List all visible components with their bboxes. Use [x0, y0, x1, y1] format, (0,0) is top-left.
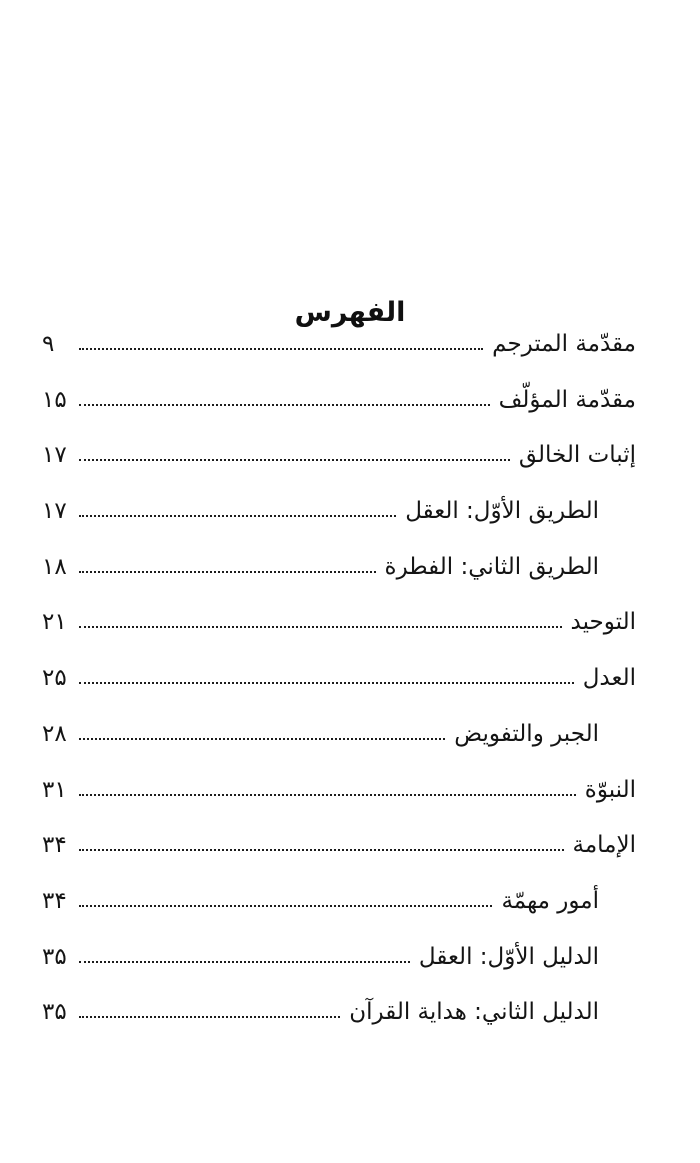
dotted-leader: [79, 459, 510, 461]
toc-entry-label: الطريق الأوّل: العقل: [405, 498, 599, 525]
dotted-leader: [79, 1016, 340, 1018]
dotted-leader: [79, 849, 564, 851]
toc-entry-page-number: ۳۴: [42, 832, 67, 859]
toc-entry-label: أمور مهمّة: [501, 887, 599, 914]
toc-entry-page-number: ۳۵: [42, 999, 67, 1026]
toc-entry-page-number: ۳۱: [42, 776, 67, 803]
toc-entry-label: التوحيد: [570, 609, 636, 636]
toc-entry: [42, 373, 636, 429]
toc-entry-label: مقدّمة المترجم: [492, 331, 636, 357]
toc-entry-page-number: ۳۵: [42, 943, 67, 970]
toc-entry-label: مقدّمة المؤلّف: [498, 386, 636, 413]
toc-entry-label: الدليل الأوّل: العقل: [418, 943, 599, 970]
toc-entry-page-number: ۱۷: [42, 442, 67, 469]
toc-entry-page-number: ۱۷: [42, 498, 67, 525]
dotted-leader: [79, 905, 492, 907]
toc-entry-label: الجبر والتفويض: [454, 720, 599, 747]
toc-entry-label: الطريق الثاني: الفطرة: [384, 553, 599, 580]
toc-entry-page-number: ۲۱: [42, 609, 67, 636]
toc-entry-page-number: ۱۸: [42, 553, 67, 580]
toc-entry: [42, 763, 636, 819]
toc-entry: [42, 317, 636, 373]
dotted-leader: [79, 626, 562, 628]
toc-entry: [42, 540, 636, 596]
toc-entry: [42, 818, 636, 874]
toc-entry-page-number: ۱۵: [42, 386, 67, 413]
toc-entry-page-number: ۹: [42, 331, 55, 357]
dotted-leader: [79, 738, 445, 740]
toc-title: الفهرس: [294, 297, 406, 329]
toc-entry-label: الدليل الثاني: هداية القرآن: [349, 999, 599, 1026]
dotted-leader: [79, 571, 376, 573]
dotted-leader: [79, 794, 576, 796]
toc-entry-page-number: ۲۸: [42, 720, 67, 747]
toc-entry: [42, 985, 636, 1041]
dotted-leader: [79, 682, 574, 684]
toc-entry-label: العدل: [582, 665, 636, 692]
toc-list: [42, 317, 636, 1041]
toc-entry-label: النبوّة: [584, 776, 636, 803]
toc-entry: [42, 428, 636, 484]
toc-entry: [42, 707, 636, 763]
toc-entry: [42, 651, 636, 707]
dotted-leader: [79, 348, 483, 350]
toc-entry-label: إثبات الخالق: [518, 442, 636, 469]
toc-entry: [42, 930, 636, 986]
dotted-leader: [79, 961, 410, 963]
toc-entry: [42, 874, 636, 930]
toc-entry: [42, 595, 636, 651]
toc-entry-label: الإمامة: [572, 832, 636, 859]
dotted-leader: [79, 404, 490, 406]
dotted-leader: [79, 515, 396, 517]
toc-entry-page-number: ۲۵: [42, 665, 67, 692]
toc-entry-page-number: ۳۴: [42, 887, 67, 914]
toc-entry: [42, 484, 636, 540]
